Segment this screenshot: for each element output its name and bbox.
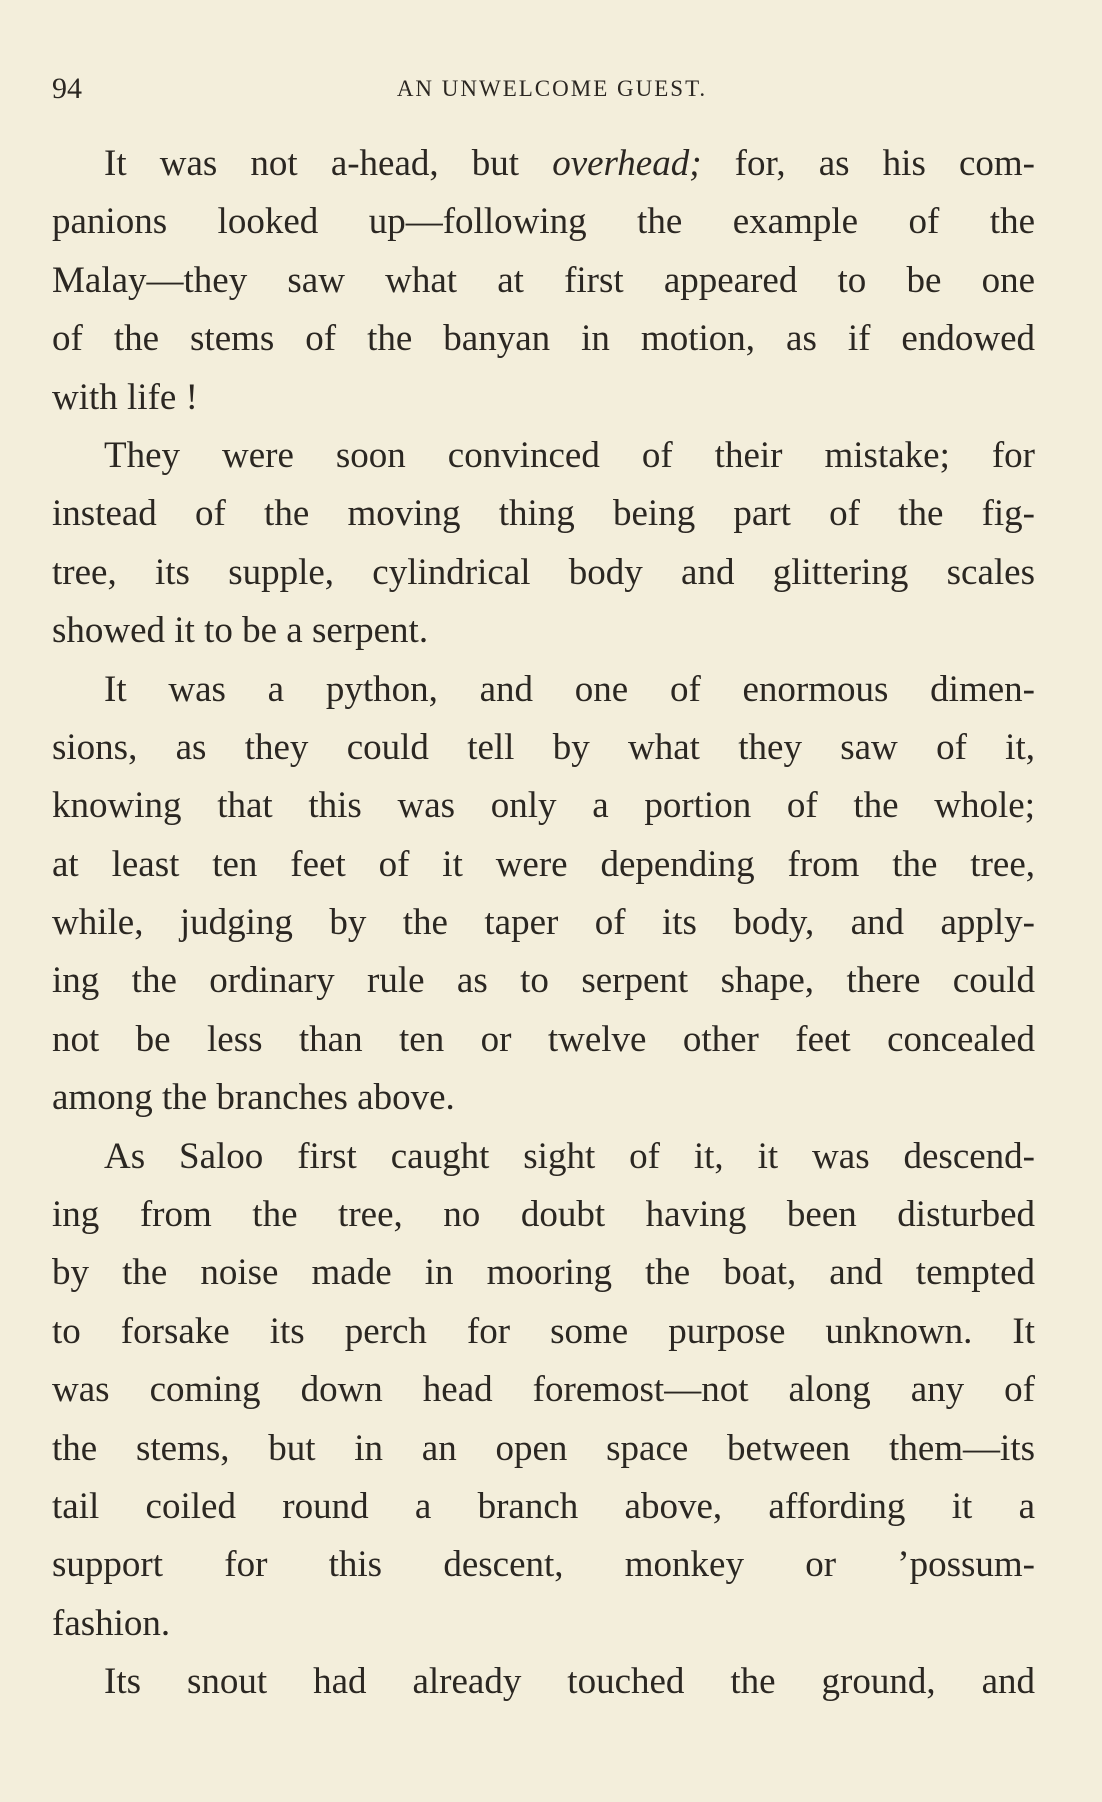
text-segment: They were soon convinced of their mistake; for <box>104 434 1035 476</box>
page-number: 94 <box>52 72 82 105</box>
text-line <box>52 894 1035 952</box>
text-segment: by the noise made in mooring the boat, and tempted <box>52 1252 1035 1294</box>
text-segment: showed it to be a serpent. <box>52 610 429 652</box>
text-line <box>52 427 1035 485</box>
text-segment: instead of the moving thing being part of the fig- <box>52 493 1035 535</box>
text-segment: to forsake its perch for some purpose unknown. It <box>52 1310 1035 1352</box>
text-line <box>52 1186 1035 1244</box>
text-segment: As Saloo first caught sight of it, it was descend- <box>104 1135 1035 1177</box>
text-segment: panions looked up—following the example of the <box>52 201 1035 243</box>
text-line <box>52 369 1035 427</box>
text-line <box>52 661 1035 719</box>
text-line <box>52 1478 1035 1536</box>
text-segment: with life ! <box>52 376 198 418</box>
text-line <box>52 836 1035 894</box>
text-line <box>52 1420 1035 1478</box>
text-line <box>52 544 1035 602</box>
text-segment: ing from the tree, no doubt having been disturbed <box>52 1194 1035 1236</box>
text-line <box>52 310 1035 368</box>
text-line <box>52 1244 1035 1302</box>
text-line <box>52 1303 1035 1361</box>
text-segment: the stems, but in an open space between them—its <box>52 1427 1035 1469</box>
text-line <box>52 135 1035 193</box>
text-segment: sions, as they could tell by what they saw of it, <box>52 726 1035 768</box>
text-line <box>52 602 1035 660</box>
text-line <box>52 1361 1035 1419</box>
text-line <box>52 719 1035 777</box>
text-line <box>52 485 1035 543</box>
text-segment: while, judging by the taper of its body, and apply- <box>52 902 1035 944</box>
running-title: AN UNWELCOME GUEST. <box>396 76 708 101</box>
text-segment: fashion. <box>52 1602 171 1644</box>
text-line <box>52 952 1035 1010</box>
text-segment: was coming down head foremost—not along any of <box>52 1369 1035 1411</box>
italic-text: overhead; <box>552 143 702 184</box>
text-line <box>52 252 1035 310</box>
running-head <box>52 72 1052 112</box>
text-segment: for, as his com- <box>701 143 1035 184</box>
text-line <box>52 1011 1035 1069</box>
text-segment: ing the ordinary rule as to serpent shape, there could <box>52 960 1035 1002</box>
text-segment: It was a python, and one of enormous dimen- <box>104 668 1035 710</box>
text-segment: of the stems of the banyan in motion, as if endowed <box>52 318 1035 360</box>
text-segment: It was not a-head, but <box>104 143 553 184</box>
text-segment: not be less than ten or twelve other feet concealed <box>52 1018 1035 1060</box>
text-segment: among the branches above. <box>52 1077 455 1119</box>
text-segment: at least ten feet of it were depending from the tree, <box>52 843 1035 885</box>
text-line <box>52 1595 1035 1653</box>
text-line <box>52 1536 1035 1594</box>
text-segment: Its snout had already touched the ground, and <box>104 1661 1035 1703</box>
text-line <box>52 777 1035 835</box>
text-segment: support for this descent, monkey or ’possum- <box>52 1544 1035 1586</box>
text-segment: tail coiled round a branch above, affording it a <box>52 1485 1035 1527</box>
text-line <box>52 1653 1035 1711</box>
text-line <box>52 1128 1035 1186</box>
body-text <box>52 135 1035 1712</box>
text-line <box>52 1069 1035 1127</box>
text-segment: tree, its supple, cylindrical body and glittering scales <box>52 551 1035 593</box>
text-line <box>52 193 1035 251</box>
text-segment: Malay—they saw what at first appeared to be one <box>52 259 1035 301</box>
text-segment: knowing that this was only a portion of the whole; <box>52 785 1035 827</box>
